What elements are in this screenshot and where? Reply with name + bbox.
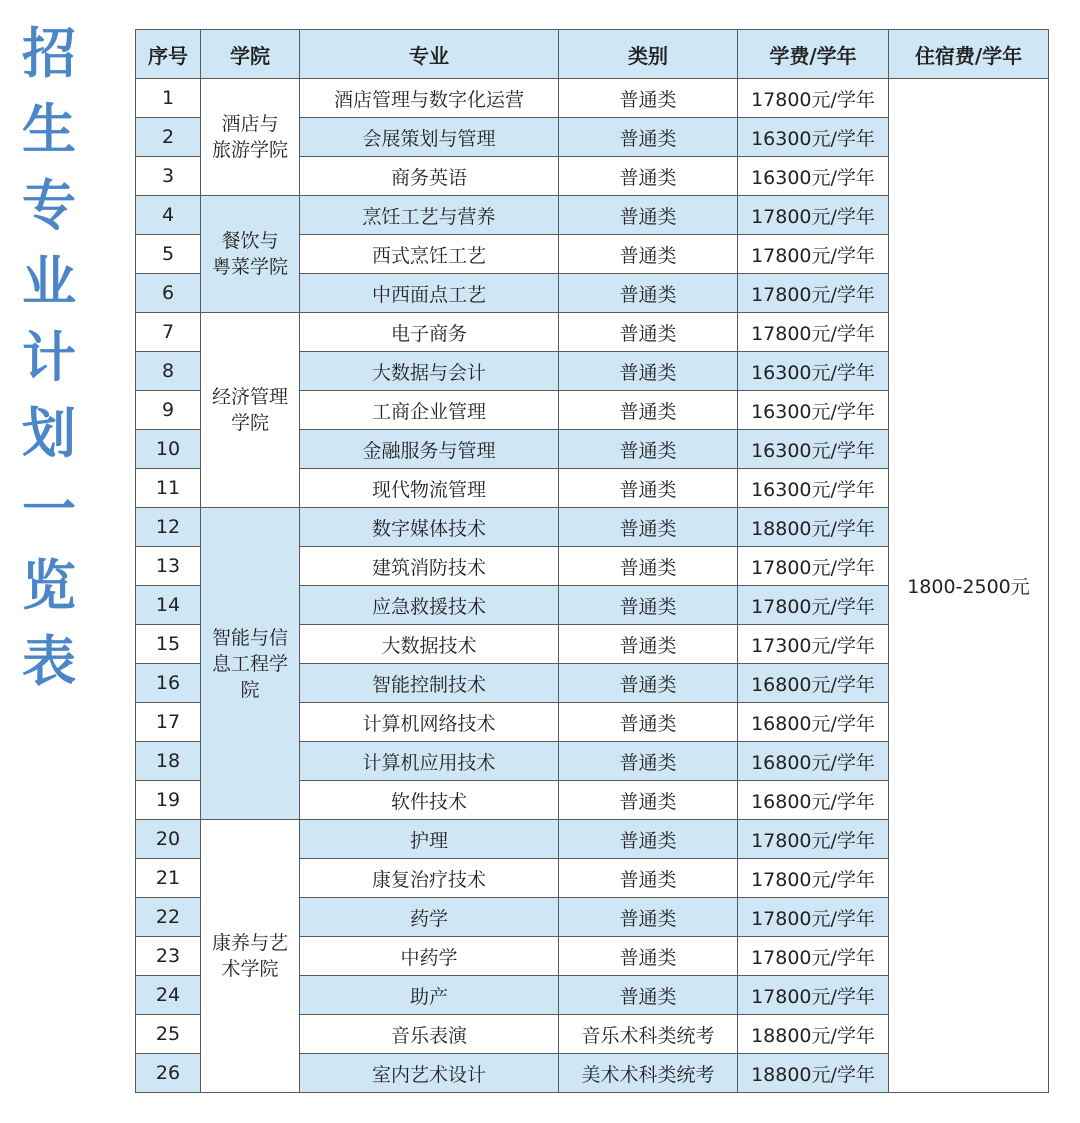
row-major: 中药学 xyxy=(300,937,559,976)
row-tuition: 17800元/学年 xyxy=(738,196,889,235)
row-major: 建筑消防技术 xyxy=(300,547,559,586)
row-category: 普通类 xyxy=(559,235,738,274)
row-major: 药学 xyxy=(300,898,559,937)
row-category: 普通类 xyxy=(559,625,738,664)
title-char: 一 xyxy=(22,478,76,541)
row-tuition: 17300元/学年 xyxy=(738,625,889,664)
college-name-line: 康养与艺 xyxy=(211,932,288,954)
row-category: 音乐术科类统考 xyxy=(559,1015,738,1054)
table-row xyxy=(136,79,1049,118)
row-category: 普通类 xyxy=(559,508,738,547)
row-no: 22 xyxy=(136,898,201,937)
row-no: 12 xyxy=(136,508,201,547)
row-category: 普通类 xyxy=(559,742,738,781)
row-tuition: 17800元/学年 xyxy=(738,79,889,118)
row-no: 8 xyxy=(136,352,201,391)
row-major: 烹饪工艺与营养 xyxy=(300,196,559,235)
row-category: 普通类 xyxy=(559,274,738,313)
row-tuition: 16300元/学年 xyxy=(738,430,889,469)
row-category: 普通类 xyxy=(559,859,738,898)
row-major: 计算机应用技术 xyxy=(300,742,559,781)
row-no: 10 xyxy=(136,430,201,469)
row-no: 11 xyxy=(136,469,201,508)
row-no: 25 xyxy=(136,1015,201,1054)
row-category: 普通类 xyxy=(559,664,738,703)
row-category: 普通类 xyxy=(559,976,738,1015)
college-name-line: 术学院 xyxy=(221,958,279,980)
row-category: 普通类 xyxy=(559,391,738,430)
college-name-line: 餐饮与 xyxy=(221,230,279,252)
row-major: 金融服务与管理 xyxy=(300,430,559,469)
row-tuition: 16800元/学年 xyxy=(738,742,889,781)
row-category: 普通类 xyxy=(559,157,738,196)
row-no: 6 xyxy=(136,274,201,313)
header-no: 序号 xyxy=(136,30,201,79)
title-char: 生 xyxy=(22,98,76,161)
row-tuition: 17800元/学年 xyxy=(738,898,889,937)
title-char: 招 xyxy=(22,22,76,85)
row-major: 数字媒体技术 xyxy=(300,508,559,547)
row-tuition: 17800元/学年 xyxy=(738,820,889,859)
row-no: 5 xyxy=(136,235,201,274)
row-major: 现代物流管理 xyxy=(300,469,559,508)
row-major: 西式烹饪工艺 xyxy=(300,235,559,274)
row-tuition: 16800元/学年 xyxy=(738,703,889,742)
row-major: 护理 xyxy=(300,820,559,859)
row-no: 19 xyxy=(136,781,201,820)
row-category: 普通类 xyxy=(559,937,738,976)
row-major: 应急救援技术 xyxy=(300,586,559,625)
row-category: 普通类 xyxy=(559,898,738,937)
row-major: 电子商务 xyxy=(300,313,559,352)
row-no: 1 xyxy=(136,79,201,118)
college-cell xyxy=(201,196,300,313)
row-no: 9 xyxy=(136,391,201,430)
row-no: 17 xyxy=(136,703,201,742)
college-name-line: 粤菜学院 xyxy=(211,256,288,278)
row-no: 24 xyxy=(136,976,201,1015)
row-no: 13 xyxy=(136,547,201,586)
row-major: 中西面点工艺 xyxy=(300,274,559,313)
header-category: 类别 xyxy=(559,30,738,79)
row-major: 软件技术 xyxy=(300,781,559,820)
row-tuition: 18800元/学年 xyxy=(738,1054,889,1093)
title-char: 计 xyxy=(22,326,76,389)
row-no: 23 xyxy=(136,937,201,976)
header-college: 学院 xyxy=(201,30,300,79)
college-cell xyxy=(201,820,300,1093)
row-no: 15 xyxy=(136,625,201,664)
row-major: 助产 xyxy=(300,976,559,1015)
title-char: 表 xyxy=(22,630,76,693)
row-major: 会展策划与管理 xyxy=(300,118,559,157)
row-category: 普通类 xyxy=(559,820,738,859)
row-tuition: 17800元/学年 xyxy=(738,859,889,898)
row-category: 普通类 xyxy=(559,703,738,742)
row-tuition: 16300元/学年 xyxy=(738,352,889,391)
row-tuition: 16800元/学年 xyxy=(738,781,889,820)
college-name-line: 酒店与 xyxy=(221,113,279,135)
row-no: 21 xyxy=(136,859,201,898)
row-tuition: 16300元/学年 xyxy=(738,391,889,430)
college-name-line: 智能与信 xyxy=(211,626,288,649)
row-major: 大数据与会计 xyxy=(300,352,559,391)
row-tuition: 17800元/学年 xyxy=(738,586,889,625)
row-tuition: 18800元/学年 xyxy=(738,508,889,547)
row-category: 普通类 xyxy=(559,469,738,508)
row-tuition: 17800元/学年 xyxy=(738,937,889,976)
row-major: 计算机网络技术 xyxy=(300,703,559,742)
header-dorm: 住宿费/学年 xyxy=(889,30,1049,79)
row-no: 26 xyxy=(136,1054,201,1093)
row-no: 2 xyxy=(136,118,201,157)
title-char: 览 xyxy=(22,554,76,617)
header-tuition: 学费/学年 xyxy=(738,30,889,79)
row-major: 商务英语 xyxy=(300,157,559,196)
row-tuition: 17800元/学年 xyxy=(738,976,889,1015)
row-major: 大数据技术 xyxy=(300,625,559,664)
row-category: 普通类 xyxy=(559,118,738,157)
title-char: 业 xyxy=(22,250,76,313)
enrollment-plan-table xyxy=(135,29,1049,1093)
row-tuition: 16800元/学年 xyxy=(738,664,889,703)
row-tuition: 18800元/学年 xyxy=(738,1015,889,1054)
college-name-line: 经济管理 xyxy=(211,386,288,408)
row-category: 普通类 xyxy=(559,547,738,586)
row-category: 普通类 xyxy=(559,352,738,391)
vertical-page-title xyxy=(18,22,80,706)
college-name-line: 旅游学院 xyxy=(211,139,288,161)
row-major: 工商企业管理 xyxy=(300,391,559,430)
row-category: 普通类 xyxy=(559,196,738,235)
row-major: 酒店管理与数字化运营 xyxy=(300,79,559,118)
row-category: 美术术科类统考 xyxy=(559,1054,738,1093)
row-tuition: 17800元/学年 xyxy=(738,313,889,352)
row-tuition: 17800元/学年 xyxy=(738,274,889,313)
row-tuition: 16300元/学年 xyxy=(738,118,889,157)
row-tuition: 16300元/学年 xyxy=(738,469,889,508)
row-no: 4 xyxy=(136,196,201,235)
row-major: 室内艺术设计 xyxy=(300,1054,559,1093)
college-cell xyxy=(201,313,300,508)
college-name-line: 院 xyxy=(240,678,260,701)
row-category: 普通类 xyxy=(559,79,738,118)
row-category: 普通类 xyxy=(559,313,738,352)
row-category: 普通类 xyxy=(559,781,738,820)
row-tuition: 17800元/学年 xyxy=(738,235,889,274)
row-no: 20 xyxy=(136,820,201,859)
row-no: 14 xyxy=(136,586,201,625)
row-category: 普通类 xyxy=(559,586,738,625)
row-no: 16 xyxy=(136,664,201,703)
row-tuition: 17800元/学年 xyxy=(738,547,889,586)
header-major: 专业 xyxy=(300,30,559,79)
table-header-row xyxy=(136,30,1049,79)
dorm-fee-cell: 1800-2500元 xyxy=(889,79,1049,1093)
row-no: 18 xyxy=(136,742,201,781)
college-name-line: 息工程学 xyxy=(211,652,288,675)
college-cell xyxy=(201,79,300,196)
title-char: 专 xyxy=(22,174,76,237)
row-no: 3 xyxy=(136,157,201,196)
row-major: 康复治疗技术 xyxy=(300,859,559,898)
row-no: 7 xyxy=(136,313,201,352)
title-char: 划 xyxy=(22,402,76,465)
row-tuition: 16300元/学年 xyxy=(738,157,889,196)
college-cell xyxy=(201,508,300,820)
college-name-line: 学院 xyxy=(230,412,269,434)
row-category: 普通类 xyxy=(559,430,738,469)
row-major: 智能控制技术 xyxy=(300,664,559,703)
row-major: 音乐表演 xyxy=(300,1015,559,1054)
